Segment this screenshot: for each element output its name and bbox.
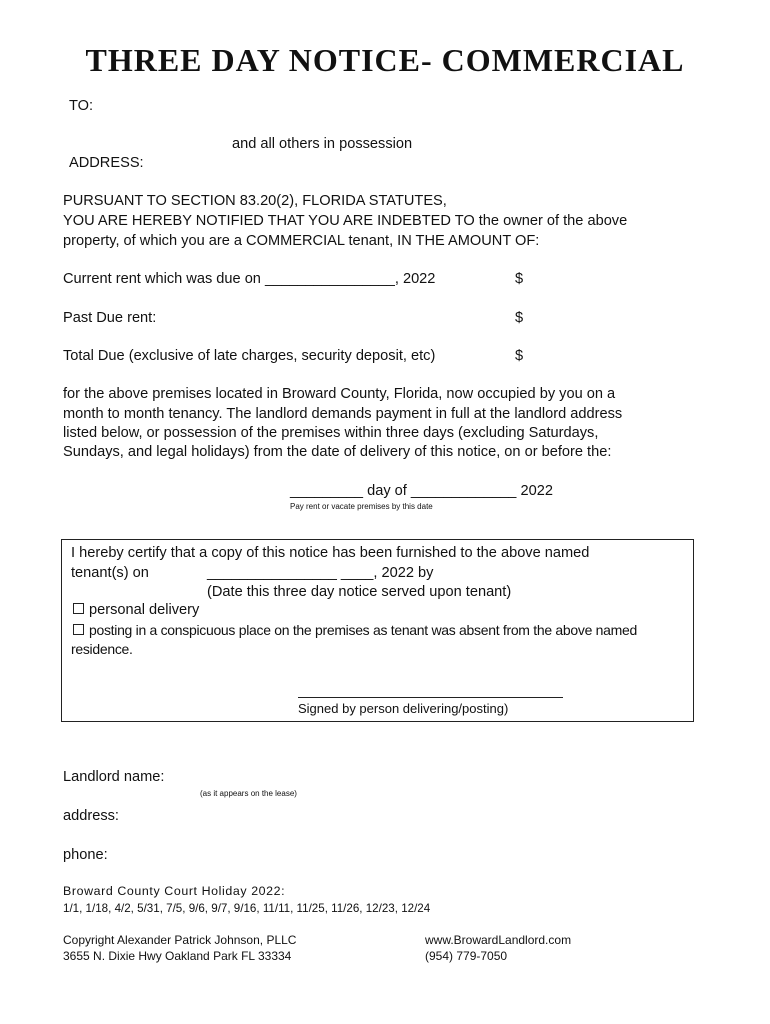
footer-copyright: Copyright Alexander Patrick Johnson, PLLC — [63, 933, 297, 947]
signature-caption: Signed by person delivering/posting) — [298, 701, 509, 716]
due-date-line: _________ day of _____________ 2022 — [290, 483, 553, 499]
footer-website: www.BrowardLandlord.com — [425, 933, 572, 947]
personal-delivery-checkbox[interactable] — [73, 603, 84, 614]
posting-label-continued: residence. — [71, 641, 133, 657]
past-due-line: Past Due rent: — [63, 310, 157, 326]
past-due-currency: $ — [515, 310, 524, 326]
personal-delivery-label: personal delivery — [89, 602, 200, 618]
certification-date-blank: ________________ ____, 2022 by — [207, 565, 434, 581]
footer-phone: (954) 779-7050 — [425, 949, 508, 963]
to-label: TO: — [69, 98, 94, 114]
total-due-line: Total Due (exclusive of late charges, security deposit, etc) — [63, 348, 436, 364]
landlord-address-label: address: — [63, 808, 119, 824]
personal-delivery-option[interactable] — [73, 602, 199, 618]
premises-line: month to month tenancy. The landlord demands payment in full at the landlord address — [63, 406, 623, 422]
premises-line: Sundays, and legal holidays) from the date of delivery of this notice, on or before the: — [63, 444, 612, 460]
pursuant-line: PURSUANT TO SECTION 83.20(2), FLORIDA STATUTES, — [63, 193, 447, 209]
current-rent-currency: $ — [515, 271, 524, 287]
landlord-name-label: Landlord name: — [63, 769, 165, 785]
pursuant-line: property, of which you are a COMMERCIAL tenant, IN THE AMOUNT OF: — [63, 233, 540, 249]
posting-checkbox[interactable] — [73, 624, 84, 635]
landlord-phone-label: phone: — [63, 847, 108, 863]
current-rent-line: Current rent which was due on ________________, 2022 — [63, 271, 436, 287]
pursuant-line: YOU ARE HEREBY NOTIFIED THAT YOU ARE INDEBTED TO the owner of the above — [63, 213, 628, 229]
address-label: ADDRESS: — [69, 155, 144, 171]
certification-line: I hereby certify that a copy of this notice has been furnished to the above named — [71, 545, 590, 561]
certification-date-note: (Date this three day notice served upon tenant) — [207, 584, 512, 600]
holidays-heading: Broward County Court Holiday 2022: — [63, 884, 286, 898]
premises-line: for the above premises located in Broward County, Florida, now occupied by you on a — [63, 386, 616, 402]
total-due-currency: $ — [515, 348, 524, 364]
certification-tenant-label: tenant(s) on — [71, 565, 149, 581]
premises-line: listed below, or possession of the premises within three days (excluding Saturdays, — [63, 425, 599, 441]
signature-line — [298, 697, 563, 698]
footer-address: 3655 N. Dixie Hwy Oakland Park FL 33334 — [63, 949, 292, 963]
posting-option[interactable] — [73, 622, 637, 638]
due-date-caption: Pay rent or vacate premises by this date — [290, 502, 433, 511]
posting-label: posting in a conspicuous place on the premises as tenant was absent from the above named — [89, 622, 637, 638]
others-in-possession-text: and all others in possession — [232, 136, 413, 152]
landlord-name-caption: (as it appears on the lease) — [200, 789, 297, 798]
holidays-dates: 1/1, 1/18, 4/2, 5/31, 7/5, 9/6, 9/7, 9/16, 11/11, 11/25, 11/26, 12/23, 12/24 — [63, 902, 431, 915]
page-title: THREE DAY NOTICE- COMMERCIAL — [85, 42, 685, 78]
